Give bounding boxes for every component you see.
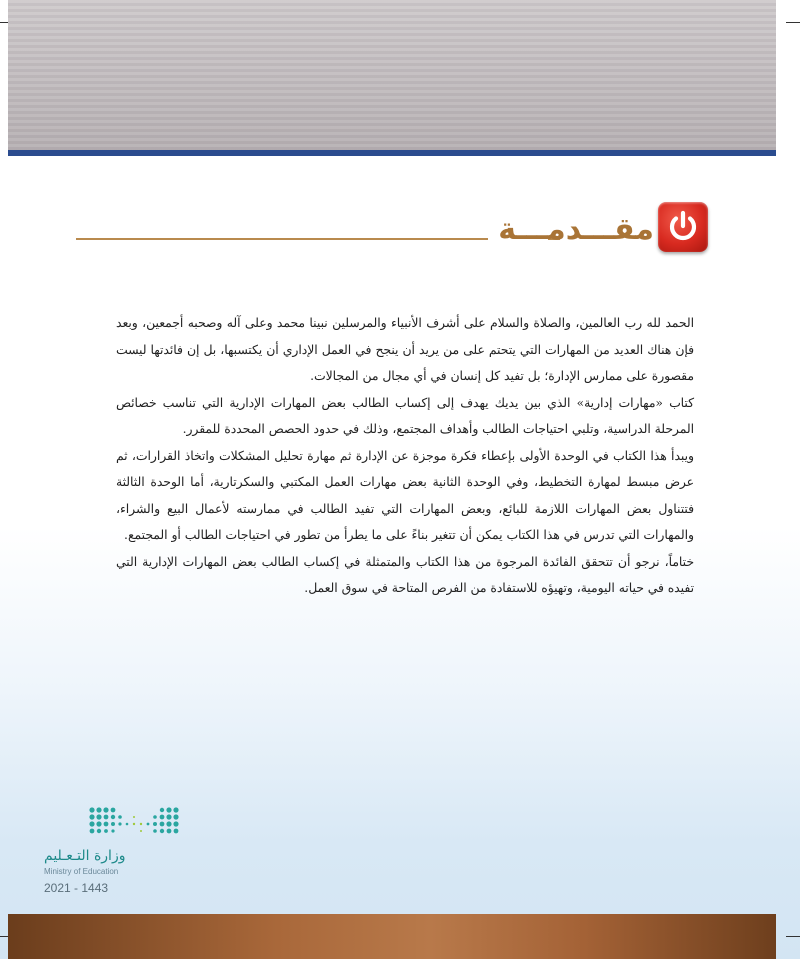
- crop-mark: [786, 22, 800, 23]
- ministry-logo: [44, 804, 184, 896]
- footer-band: [8, 914, 776, 959]
- page-title: مقـــدمـــة: [498, 212, 654, 247]
- ministry-name-arabic: وزارة التـعـليم: [44, 848, 126, 864]
- introduction-text: [116, 310, 694, 602]
- power-icon: [665, 209, 701, 245]
- crop-mark: [786, 936, 800, 937]
- section-heading: [70, 200, 710, 260]
- paragraph-2: كتاب «مهارات إدارية» الذي بين يديك يهدف إلى إكساب الطالب بعض المهارات الإدارية التي تناسب خصائص المرحلة الدراسية، وتلبي احتياجات الطالب وأهداف المجتمع، وذلك في حدود الحصص المحددة للمقرر.: [116, 395, 694, 436]
- edition-year: 2021 - 1443: [44, 881, 109, 895]
- header-band: [8, 0, 776, 150]
- paragraph-1: الحمد لله رب العالمين، والصلاة والسلام على أشرف الأنبياء والمرسلين نبينا محمد وعلى آله وصحبه أجمعين، وبعد فإن هناك العديد من المهارات التي يتحتم على من يريد أن ينجح في العمل الإداري أن يكتسبها، بل إن فائدتها ليست مقصورة على ممارس الإدارة؛ بل تفيد كل إنسان في أي مجال من المجالات.: [116, 316, 694, 383]
- heading-rule: [76, 238, 488, 240]
- paragraph-3: ويبدأ هذا الكتاب في الوحدة الأولى بإعطاء فكرة موجزة عن الإدارة ثم مهارة تحليل المشكلات واتخاذ القرارات، ثم عرض مبسط لمهارة التخطيط، وفي الوحدة الثانية بعض مهارات العمل المكتبي والسكرتارية، أما الوحدة الثالثة فتتناول بعض المهارات اللازمة للبائع، وبعض المهارات التي تفيد الطالب في ممارسته لأعمال البيع والشراء، والمهارات التي تدرس في هذا الكتاب يمكن أن تتغير بناءً على ما يطرأ من تطور في احتياجات الطالب أو المجتمع.: [116, 448, 694, 542]
- paragraph-4: ختاماً، نرجو أن تتحقق الفائدة المرجوة من هذا الكتاب والمتمثلة في إكساب الطالب بعض المهارات الإدارية التي تفيده في حياته اليومية، وتهيؤه للاستفادة من الفرص المتاحة في سوق العمل.: [116, 554, 694, 595]
- ministry-name-english: Ministry of Education: [44, 867, 119, 876]
- power-button: [658, 202, 708, 252]
- header-blue-line: [8, 150, 776, 156]
- ministry-logo-dots-icon: [88, 804, 180, 842]
